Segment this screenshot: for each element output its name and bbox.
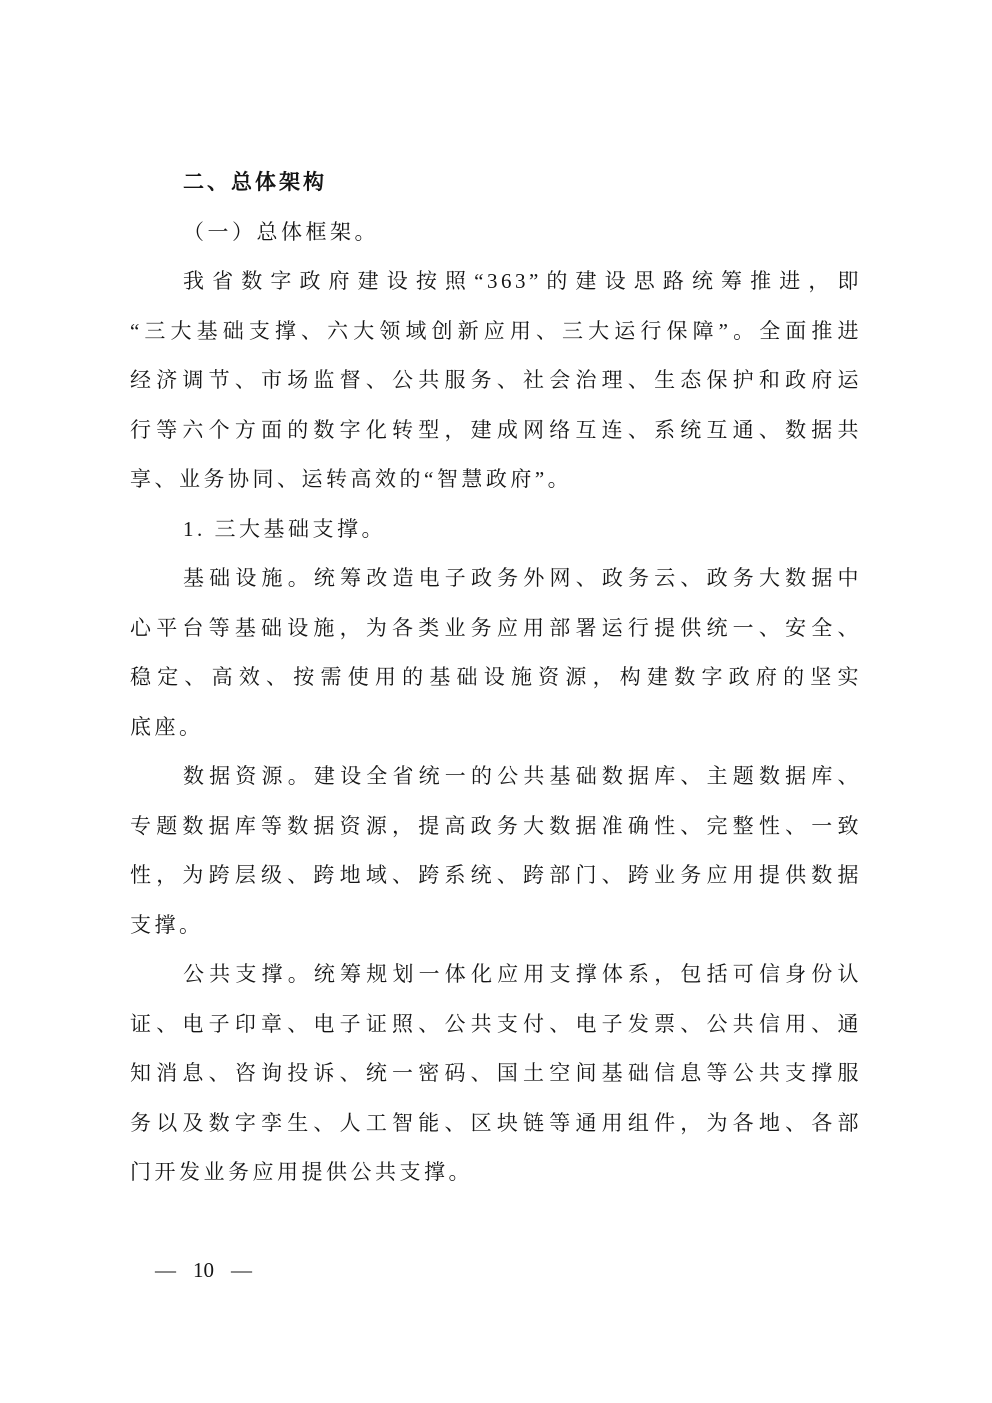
paragraph-line: “三大基础支撑、六大领域创新应用、三大运行保障”。全面推进: [130, 318, 862, 343]
page-number: 10: [193, 1258, 214, 1282]
paragraph-line: 我省数字政府建设按照“363”的建设思路统筹推进，即: [183, 269, 862, 293]
paragraph-line: 享、业务协同、运转高效的“智慧政府”。: [130, 467, 573, 491]
paragraph-line: 底座。: [130, 714, 204, 739]
paragraph-infrastructure: [130, 554, 862, 752]
paragraph-line: 证、电子印章、电子证照、公共支付、电子发票、公共信用、通: [130, 1011, 862, 1036]
paragraph-line: 性，为跨层级、跨地域、跨系统、跨部门、跨业务应用提供数据: [130, 863, 862, 887]
paragraph-line: 专题数据库等数据资源，提高政务大数据准确性、完整性、一致: [130, 813, 862, 838]
paragraph-line: 基础设施。统筹改造电子政务外网、政务云、政务大数据中: [183, 566, 862, 590]
footer-dash-left: —: [155, 1258, 176, 1282]
paragraph-line: 经济调节、市场监督、公共服务、社会治理、生态保护和政府运: [130, 368, 862, 392]
paragraph-line: 支撑。: [130, 912, 204, 937]
paragraph-line: 公共支撑。统筹规划一体化应用支撑体系，包括可信身份认: [183, 962, 862, 986]
paragraph-public-support: [130, 950, 862, 1198]
paragraph-line: 行等六个方面的数字化转型，建成网络互连、系统互通、数据共: [130, 417, 862, 442]
page-footer: [155, 1250, 252, 1290]
paragraph-data-resources: [130, 752, 862, 950]
paragraph-line: 数据资源。建设全省统一的公共基础数据库、主题数据库、: [183, 764, 862, 788]
paragraph-line: 知消息、咨询投诉、统一密码、国土空间基础信息等公共支撑服: [130, 1061, 862, 1085]
document-body: [130, 158, 862, 1198]
paragraph-overview: [130, 257, 862, 505]
section-heading: 二、总体架构: [183, 170, 327, 194]
paragraph-line: 心平台等基础设施，为各类业务应用部署运行提供统一、安全、: [130, 615, 862, 640]
footer-dash-right: —: [231, 1258, 252, 1282]
paragraph-line: 门开发业务应用提供公共支撑。: [130, 1160, 473, 1184]
item-title: 1. 三大基础支撑。: [183, 516, 386, 541]
paragraph-line: 稳定、高效、按需使用的基础设施资源，构建数字政府的坚实: [130, 665, 862, 689]
subsection-title: （一）总体框架。: [183, 219, 379, 244]
paragraph-line: 务以及数字孪生、人工智能、区块链等通用组件，为各地、各部: [130, 1110, 862, 1135]
